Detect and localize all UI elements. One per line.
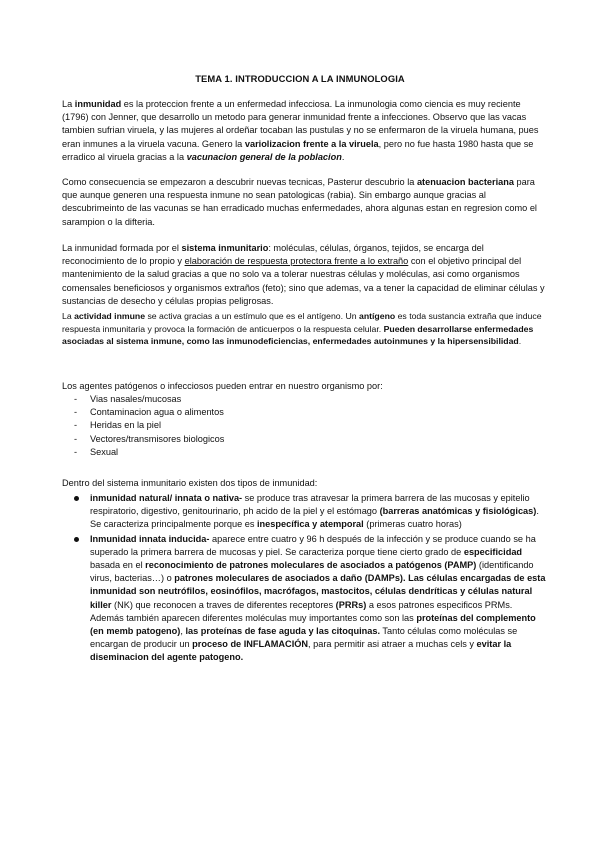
list-item: - Sexual: [74, 446, 119, 457]
immunity-types-list: [62, 492, 548, 665]
paragraph-immunity-definition: La inmunidad es la proteccion frente a un enfermedad infecciosa. La inmunologia como ciencia es muy reciente (1796) con Jenner, que desarrollo un metodo para generar inmunidad frente a infecciones. Observo que las vacas tambien sufrian viruela, y las mujeres al ordeñar tocaban las pustulas y no se enfermaron de la viruela humana, pues eran inmunes a la viruela vacuna. Genero la variolizacion frente a la viruela, pero no fue hasta 1980 hasta que se erradico al viruela gracias a la vacunacion general de la poblacion.: [62, 99, 539, 162]
paragraph-immunity-types: Dentro del sistema inmunitario existen dos tipos de inmunidad:: [62, 478, 318, 488]
entry-routes-list: [62, 393, 548, 459]
list-item: - Vectores/transmisores biologicos: [74, 433, 225, 444]
list-item-induced: Inmunidad innata inducida- aparece entre cuatro y 96 h después de la infección y se produce cuando se ha superado la primera barrera de mucosas y piel. Se caracteriza porque tiene cierto grado de especificidad basada en el reconocimiento de patrones moleculares de asociados a patógenos (PAMP) (identificando virus, bacterias…) o patrones moleculares de asociados a daño (DAMPs). Las células encargadas de esta inmunidad son neutrófilos, eosinófilos, macrófagos, mastocitos, células dendríticas y células natural killer (NK) que reconocen a traves de diferentes receptores (PRRs) a esos patrones especificos PRMs. Además también aparecen diferentes moléculas muy importantes como son las proteínas del complemento (en memb patogeno), las proteínas de fase aguda y las citoquinas. Tanto células como moléculas se encargan de producir un proceso de INFLAMACIÓN, para permitir asi atraer a muchas cels y evitar la diseminacion del agente patogeno.: [62, 533, 548, 665]
paragraph-pathogen-entry: Los agentes patógenos o infecciosos pueden entrar en nuestro organismo por:: [62, 381, 383, 391]
paragraph-immune-system: La inmunidad formada por el sistema inmunitario: moléculas, células, órganos, tejidos, se encarga del reconocimiento de lo propio y elaboración de respuesta protectora frente a lo extraño con el objetivo principal del mantenimiento de la salud gracias a que no solo va a tolerar nuestras células y moléculas, asi como organismos comensales beneficiosos y organismos extraños (feto); sino que ademas, va a tener la capacidad de eliminar células y sustancias de desecho y células propias peligrosas.: [62, 243, 545, 306]
list-item: - Contaminacion agua o alimentos: [74, 407, 224, 418]
list-item: - Heridas en la piel: [74, 420, 161, 431]
paragraph-pasteur: Como consecuencia se empezaron a descubrir nuevas tecnicas, Pasterur descubrio la atenuacion bacteriana para que aunque generen una respuesta inmune no sean patologicas (rabia). Sin embargo aunque gracias al descubrimeinto de las vacunas se han erradicado muchas enfermedades, ahora algunas estan en regresion como el sarampion o la difteria.: [62, 177, 537, 227]
bullet-icon: [74, 496, 79, 501]
bullet-icon: [74, 537, 79, 542]
paragraph-antigen: La actividad inmune se activa gracias a un estímulo que es el antígeno. Un antígeno es toda sustancia extraña que induce respuesta inmunitaria y provoca la formación de anticuerpos o la respuesta celular. Pueden desarrollarse enfermedades asociadas al sistema inmune, como las inmunodeficiencias, enfermedades autoinmunes y la hipersensibilidad.: [62, 311, 542, 347]
list-item-innate: inmunidad natural/ innata o nativa- se produce tras atravesar la primera barrera de las mucosas y epitelio respiratorio, digestivo, genitourinario, ph acido de la piel y el estómago (barreras anatómicas y fisiológicas). Se caracteriza principalmente porque es inespecífica y atemporal (primeras cuatro horas): [62, 492, 548, 532]
list-item: - Vias nasales/mucosas: [74, 394, 182, 404]
document-title: TEMA 1. INTRODUCCION A LA INMUNOLOGIA: [195, 73, 405, 84]
